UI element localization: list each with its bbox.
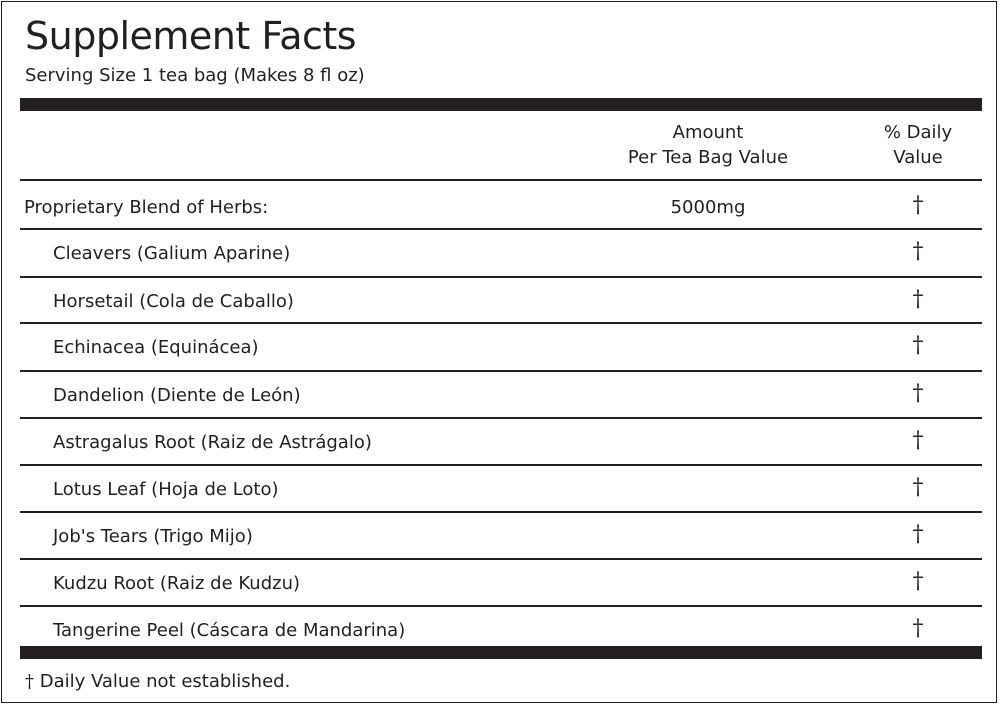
- supplement-facts-panel: [1, 1, 997, 703]
- ingredient-daily-value: †: [912, 522, 924, 547]
- ingredient-label: Tangerine Peel (Cáscara de Mandarina): [53, 620, 406, 641]
- ingredient-label: Dandelion (Diente de León): [53, 385, 301, 406]
- ingredient-label: Cleavers (Galium Aparine): [53, 243, 291, 264]
- header-divider: [20, 179, 982, 181]
- ingredient-daily-value: †: [912, 475, 924, 500]
- bottom-thick-rule: [20, 646, 982, 659]
- ingredient-daily-value: †: [912, 333, 924, 358]
- daily-value-column-header: [868, 120, 968, 170]
- ingredient-daily-value: †: [912, 239, 924, 264]
- ingredient-daily-value: †: [912, 569, 924, 594]
- ingredient-label: Lotus Leaf (Hoja de Loto): [53, 479, 279, 500]
- ingredient-daily-value: †: [912, 616, 924, 641]
- ingredient-label: Kudzu Root (Raiz de Kudzu): [53, 573, 300, 594]
- blend-label: Proprietary Blend of Herbs:: [24, 197, 269, 218]
- ingredient-daily-value: †: [912, 428, 924, 453]
- row-divider: [20, 464, 982, 466]
- blend-daily-value: †: [912, 193, 924, 218]
- amount-header-line-1: Amount: [672, 122, 744, 143]
- row-divider: [20, 276, 982, 278]
- amount-header-line-2: Per Tea Bag Value: [627, 147, 789, 168]
- row-divider: [20, 605, 982, 607]
- row-divider: [20, 370, 982, 372]
- footnote-dagger: †: [25, 671, 34, 692]
- ingredient-label: Horsetail (Cola de Caballo): [53, 291, 294, 312]
- ingredient-label: Job's Tears (Trigo Mijo): [53, 526, 253, 547]
- ingredient-label: Echinacea (Equinácea): [53, 337, 259, 358]
- row-divider: [20, 228, 982, 230]
- row-divider: [20, 322, 982, 324]
- blend-amount: 5000mg: [670, 197, 746, 218]
- ingredient-daily-value: †: [912, 381, 924, 406]
- footnote-text: Daily Value not established.: [34, 671, 291, 692]
- panel-title: Supplement Facts: [25, 14, 357, 58]
- row-divider: [20, 511, 982, 513]
- amount-column-header: [602, 120, 814, 170]
- dv-header-line-2: Value: [893, 147, 943, 168]
- row-divider: [20, 417, 982, 419]
- ingredient-label: Astragalus Root (Raiz de Astrágalo): [53, 432, 372, 453]
- footnote: [25, 670, 290, 694]
- ingredient-daily-value: †: [912, 287, 924, 312]
- dv-header-line-1: % Daily: [883, 122, 953, 143]
- top-thick-rule: [20, 98, 982, 111]
- row-divider: [20, 558, 982, 560]
- serving-size: Serving Size 1 tea bag (Makes 8 fl oz): [25, 65, 365, 86]
